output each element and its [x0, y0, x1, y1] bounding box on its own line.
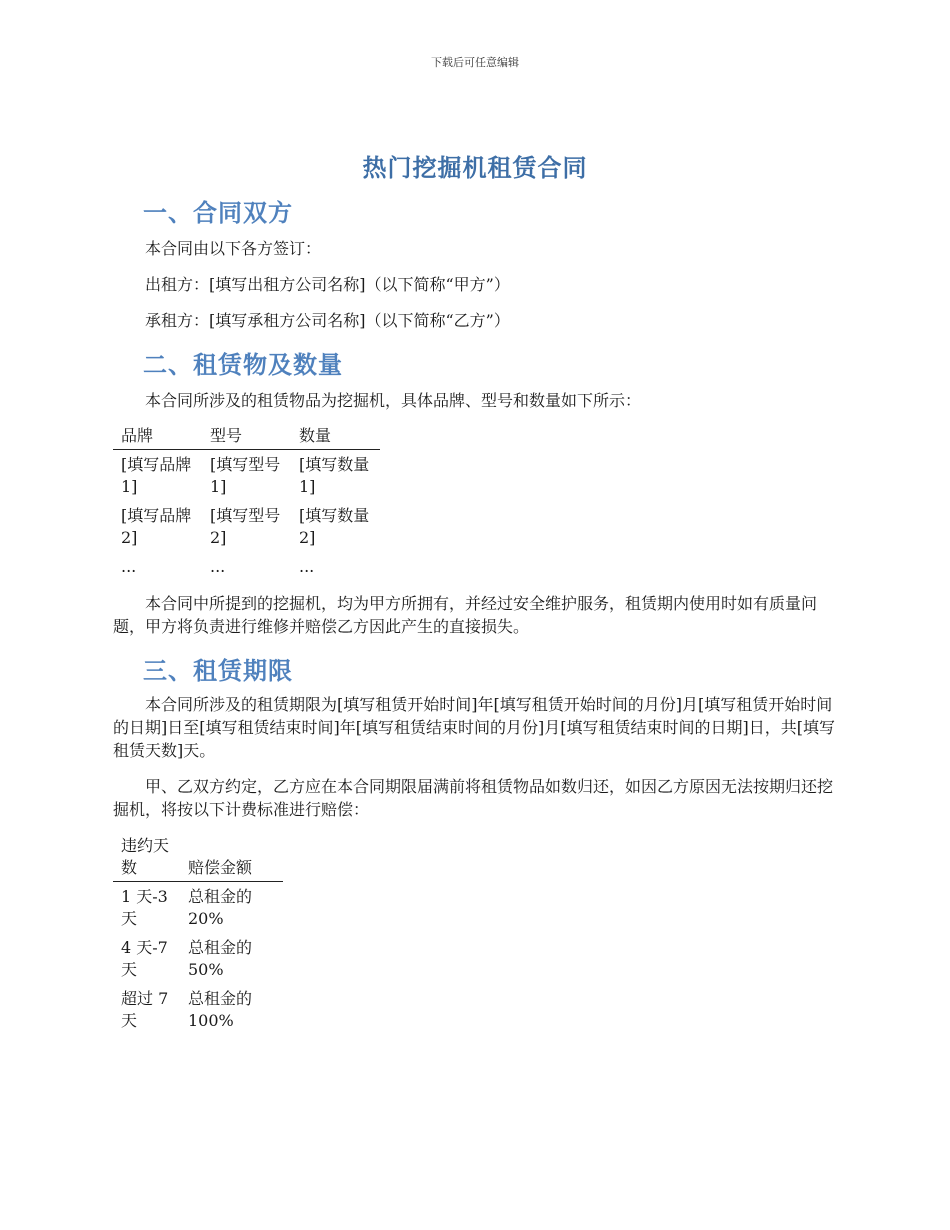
table-cell: [填写品牌 2]: [121, 506, 192, 547]
return-agreement-text: 甲、乙双方约定，乙方应在本合同期限届满前将租赁物品如数归还，如因乙方原因无法按期归还挖掘机，将按以下计费标准进行赔偿：: [113, 777, 834, 819]
table-cell: 4 天-7 天: [121, 938, 168, 979]
section-2-heading: 二、租赁物及数量: [143, 351, 343, 379]
document-title: 热门挖掘机租赁合同: [362, 154, 588, 182]
table-cell: ...: [121, 557, 137, 576]
equipment-table: [113, 425, 380, 581]
section-2-intro: 本合同所涉及的租赁物品为挖掘机，具体品牌、型号和数量如下所示：: [145, 391, 642, 410]
quality-note: 本合同中所提到的挖掘机，均为甲方所拥有，并经过安全维护服务，租赁期内使用时如有质量问题，甲方将负责进行维修并赔偿乙方因此产生的直接损失。: [113, 594, 818, 636]
table-row: [113, 882, 283, 934]
table-header-cell: 型号: [202, 425, 291, 450]
table-cell: [填写型号 1]: [210, 455, 281, 496]
table-cell: [填写品牌 1]: [121, 455, 192, 496]
section-1-intro: 本合同由以下各方签订：: [145, 239, 322, 258]
table-header-cell: 品牌: [113, 425, 202, 450]
table-cell: 总租金的 50%: [188, 938, 253, 979]
lessee-line: 承租方：[填写承租方公司名称]（以下简称“乙方”）: [145, 311, 510, 330]
table-header-cell: 赔偿金额: [180, 835, 283, 882]
table-header-row: [113, 835, 283, 882]
table-cell: [填写数量 1]: [299, 455, 370, 496]
table-cell: [填写数量 2]: [299, 506, 370, 547]
table-row: [113, 450, 380, 502]
lease-period-text: 本合同所涉及的租赁期限为[填写租赁开始时间]年[填写租赁开始时间的月份]月[填写租赁开始时间的日期]日至[填写租赁结束时间]年[填写租赁结束时间的月份]月[填写租赁结束时间的日期]日，共[填写租赁天数]天。: [113, 695, 835, 760]
table-cell: ...: [299, 557, 315, 576]
table-header-cell: 违约天数: [113, 835, 180, 882]
lessor-line: 出租方：[填写出租方公司名称]（以下简称“甲方”）: [145, 275, 510, 294]
table-cell: 总租金的 100%: [188, 989, 253, 1030]
header-note: 下载后可任意编辑: [431, 56, 519, 69]
table-cell: ...: [210, 557, 226, 576]
penalty-table: [113, 835, 283, 1035]
table-cell: 总租金的 20%: [188, 887, 253, 928]
section-3-heading: 三、租赁期限: [143, 657, 293, 685]
table-cell: 1 天-3 天: [121, 887, 168, 928]
table-row: [113, 933, 283, 984]
section-1-heading: 一、合同双方: [143, 199, 293, 227]
table-row: [113, 501, 380, 552]
table-cell: 超过 7 天: [121, 989, 169, 1030]
table-row: [113, 984, 283, 1035]
table-header-cell: 数量: [291, 425, 380, 450]
table-row: [113, 552, 380, 581]
table-cell: [填写型号 2]: [210, 506, 281, 547]
table-header-row: [113, 425, 380, 450]
